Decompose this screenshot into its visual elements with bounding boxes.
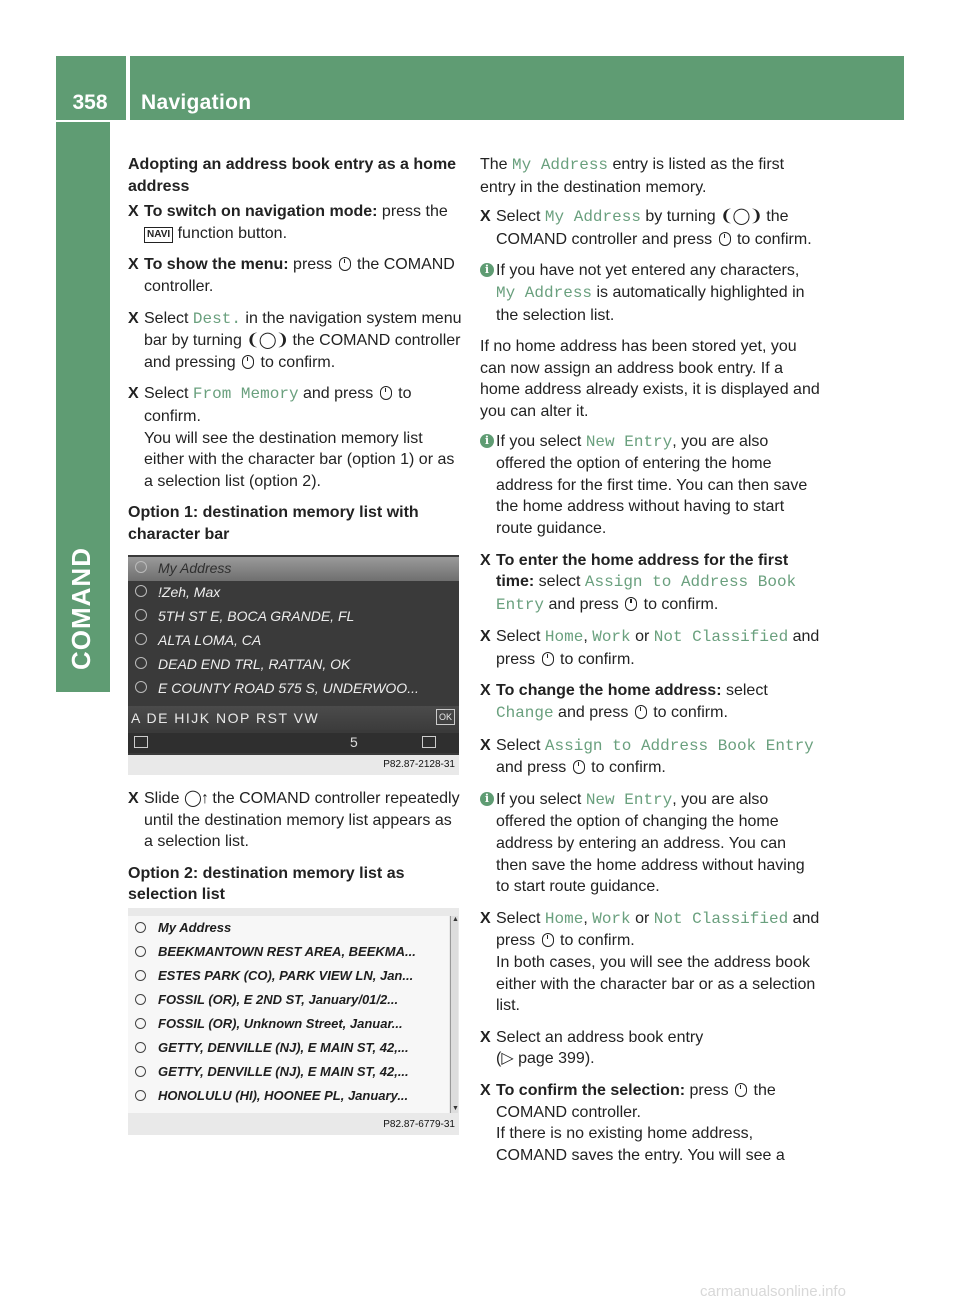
entry-count: 5 <box>350 734 358 750</box>
header-divider <box>126 56 130 120</box>
step-text: Select <box>144 385 193 403</box>
destination-icon <box>135 970 146 981</box>
list-icon <box>134 736 148 748</box>
press-controller-icon <box>735 1083 747 1097</box>
list-item-label: ALTA LOMA, CA <box>158 632 262 648</box>
menu-item-dest: Dest. <box>192 309 241 328</box>
step-text: to confirm. <box>555 932 635 950</box>
menu-item-new-entry: New Entry <box>585 790 673 809</box>
info-text: If you have not yet entered any characters, <box>496 262 800 280</box>
screenshot-selection-list <box>128 908 459 1135</box>
step-text: Select an address book entry <box>496 1028 704 1046</box>
step-text: and press <box>553 704 633 722</box>
step-result: If there is no existing home address, COMAND saves the entry. You will see a <box>496 1125 785 1164</box>
step-arrow-icon: X <box>480 551 491 569</box>
menu-item-assign: Assign to Address Book Entry <box>544 736 814 755</box>
menu-item-home: Home <box>544 909 584 928</box>
menu-item-my-address: My Address <box>512 156 609 174</box>
step-label: To switch on navigation mode: <box>144 203 378 221</box>
list-item-label: GETTY, DENVILLE (NJ), E MAIN ST, 42,... <box>158 1040 409 1055</box>
info-note <box>480 431 820 540</box>
step-select-assign <box>480 735 820 779</box>
list-item-label: !Zeh, Max <box>158 584 221 600</box>
step-text: to confirm. <box>144 385 412 425</box>
step-select-my-address <box>480 206 820 250</box>
menu-item-my-address: My Address <box>544 208 641 227</box>
press-controller-icon <box>380 386 392 400</box>
turn-controller-icon: ❨◯❩ <box>246 332 288 350</box>
step-text: to confirm. <box>586 759 666 777</box>
step-arrow-icon: X <box>480 736 491 754</box>
ok-key: OK <box>436 709 455 725</box>
list-item <box>128 677 459 701</box>
list-item-label: My Address <box>158 560 232 576</box>
step-arrow-icon: X <box>128 256 139 274</box>
figure-code <box>128 755 459 775</box>
list-item-label: FOSSIL (OR), E 2ND ST, January/01/2... <box>158 992 399 1007</box>
list-item-label: HONOLULU (HI), HOONEE PL, January... <box>158 1088 409 1103</box>
step-text: to confirm. <box>648 704 728 722</box>
list-item <box>128 653 459 677</box>
step-text: , <box>583 909 593 927</box>
step-text: Select <box>496 736 545 754</box>
destination-icon <box>135 633 147 645</box>
list-item-label: ESTES PARK (CO), PARK VIEW LN, Jan... <box>158 968 414 983</box>
step-arrow-icon: X <box>480 628 491 646</box>
watermark: carmanualsonline.info <box>700 1283 846 1300</box>
info-text: , you are also offered the option of changing the home address by entering an address. You can then save the home address without having to start route guidance. <box>496 790 805 896</box>
step-text: to confirm. <box>732 230 812 248</box>
step-text: and press <box>496 909 820 950</box>
selection-list <box>128 916 449 1113</box>
press-controller-icon <box>573 760 585 774</box>
info-text: If you select <box>496 790 586 808</box>
menu-item-not-classified: Not Classified <box>653 909 789 928</box>
list-item <box>128 629 459 653</box>
list-item <box>128 988 449 1012</box>
step-text: to confirm. <box>639 595 719 613</box>
step-text: the COMAND controller and press <box>496 208 789 248</box>
step-text: and press <box>544 595 624 613</box>
list-item-label: FOSSIL (OR), Unknown Street, Januar... <box>158 1016 403 1031</box>
slide-controller-icon: ◯↑ <box>184 790 208 807</box>
character-bar-letters: A DE HIJK NOP RST VW <box>131 710 320 726</box>
info-icon: i <box>480 263 494 277</box>
step-text: by turning <box>640 208 721 226</box>
step-text: or <box>630 628 654 646</box>
scroll-up-icon: ▲ <box>452 916 459 923</box>
info-text: If you select <box>496 432 586 450</box>
step-arrow-icon: X <box>480 1081 491 1099</box>
menu-item-from-memory: From Memory <box>192 385 299 404</box>
info-icon: i <box>480 434 494 448</box>
info-note <box>480 789 820 898</box>
step-text: Select <box>144 309 193 327</box>
step-select-category-2 <box>480 908 820 1017</box>
list-item <box>128 916 449 940</box>
step-select-from-memory <box>128 383 462 492</box>
character-bar <box>128 706 459 730</box>
screenshot-character-bar <box>128 555 459 775</box>
menu-item-new-entry: New Entry <box>585 432 673 451</box>
step-select-entry <box>480 1027 820 1070</box>
menu-item-change: Change <box>496 704 554 723</box>
figure-code-text: P82.87-6779-31 <box>383 1119 455 1130</box>
step-navigation-mode <box>128 201 462 244</box>
destination-icon <box>135 1090 146 1101</box>
list-item <box>128 557 459 581</box>
press-controller-icon <box>542 652 554 666</box>
destination-icon <box>135 609 147 621</box>
step-arrow-icon: X <box>480 682 491 700</box>
destination-icon <box>135 1066 146 1077</box>
info-note <box>480 260 820 326</box>
menu-item-work: Work <box>592 628 631 647</box>
step-text: Select <box>496 628 545 646</box>
step-change-home <box>480 680 820 724</box>
scrollbar <box>450 916 458 1113</box>
step-text: select <box>721 682 768 700</box>
destination-icon <box>135 585 147 597</box>
text: The <box>480 156 513 173</box>
step-text: in the navigation system menu bar by turning <box>144 309 462 350</box>
step-text: Select <box>496 909 545 927</box>
step-result: You will see the destination memory list either with the character bar (option 1) or as a selection list (option 2). <box>144 429 455 490</box>
paragraph-no-home: If no home address has been stored yet, you can now assign an address book entry. If a home address already exists, it is displayed and you can alter it. <box>480 338 820 420</box>
destination-icon <box>135 1018 146 1029</box>
list-item <box>128 1084 449 1108</box>
list-item <box>128 1060 449 1084</box>
destination-icon <box>135 994 146 1005</box>
step-text: , <box>583 628 593 646</box>
info-text: , you are also offered the option of entering the home address for the first time. You can then save the home address without having to start route guidance. <box>496 432 808 537</box>
turn-controller-icon: ❨◯❩ <box>720 208 762 226</box>
step-text: the COMAND controller and pressing <box>144 332 461 371</box>
step-arrow-icon: X <box>480 909 491 927</box>
step-text: and press <box>496 759 571 777</box>
heading-option1: Option 1: destination memory list with character bar <box>128 504 419 543</box>
scroll-down-icon: ▼ <box>452 1105 459 1112</box>
step-arrow-icon: X <box>128 790 139 807</box>
info-icon: i <box>480 792 494 806</box>
step-select-dest <box>128 308 462 374</box>
step-arrow-icon: X <box>128 309 139 327</box>
list-item <box>128 605 459 629</box>
list-item <box>128 940 449 964</box>
menu-item-my-address: My Address <box>496 283 593 302</box>
menu-item-home: Home <box>544 628 584 647</box>
paragraph-my-address <box>480 154 820 198</box>
section-title: Navigation <box>141 91 252 114</box>
heading-option2: Option 2: destination memory list as selection list <box>128 864 405 904</box>
step-text: the COMAND controller repeatedly until the destination memory list appears as a selection list. <box>144 790 460 851</box>
step-show-menu <box>128 254 462 297</box>
right-column <box>480 154 820 1176</box>
left-column-lower <box>128 788 462 910</box>
destination-icon <box>135 946 146 957</box>
step-text: function button. <box>173 224 288 242</box>
navi-key-icon: NAVI <box>144 227 173 243</box>
press-controller-icon <box>542 933 554 947</box>
step-text: Slide <box>144 790 185 807</box>
menu-item-assign: Assign to Address Book Entry <box>496 573 797 614</box>
page-number: 358 <box>72 91 108 114</box>
heading-adopt: Adopting an address book entry as a home address <box>128 156 457 195</box>
press-controller-icon <box>625 597 637 611</box>
list-item <box>128 964 449 988</box>
destination-icon <box>135 922 146 933</box>
step-arrow-icon: X <box>480 208 491 226</box>
page-reference: (▷ page 399). <box>496 1050 595 1068</box>
list-item-label: E COUNTY ROAD 575 S, UNDERWOO... <box>158 680 419 696</box>
status-bar <box>128 733 459 753</box>
destination-icon <box>135 561 147 573</box>
step-text: press <box>288 256 337 274</box>
step-arrow-icon: X <box>128 203 139 221</box>
step-arrow-icon: X <box>128 385 139 403</box>
options-icon <box>422 736 436 748</box>
step-label: To confirm the selection: <box>496 1081 686 1099</box>
destination-icon <box>135 1042 146 1053</box>
step-text: Select <box>496 208 545 226</box>
step-arrow-icon: X <box>480 1028 491 1046</box>
step-label: To change the home address: <box>496 682 722 700</box>
press-controller-icon <box>719 232 731 246</box>
step-result: In both cases, you will see the address book either with the character bar or as a selection list. <box>496 954 816 1015</box>
list-item <box>128 1012 449 1036</box>
step-confirm-selection <box>480 1080 820 1166</box>
step-text: and press <box>496 628 820 668</box>
destination-icon <box>135 681 147 693</box>
step-select-category <box>480 626 820 670</box>
step-label: To show the menu: <box>144 256 289 274</box>
figure-code <box>128 1115 459 1135</box>
menu-item-not-classified: Not Classified <box>653 628 789 647</box>
step-text: press <box>685 1081 734 1099</box>
step-text: the COMAND controller. <box>496 1081 776 1121</box>
list-item-label: My Address <box>158 920 232 935</box>
press-controller-icon <box>242 355 254 369</box>
menu-item-work: Work <box>592 909 631 928</box>
list-item-label: GETTY, DENVILLE (NJ), E MAIN ST, 42,... <box>158 1064 409 1079</box>
step-text: to confirm. <box>256 353 336 371</box>
destination-icon <box>135 657 147 669</box>
list-item <box>128 581 459 605</box>
left-column <box>128 154 462 550</box>
list-item-label: DEAD END TRL, RATTAN, OK <box>158 656 351 672</box>
step-label: To enter the home address for the first time: <box>496 551 789 591</box>
step-text: press the <box>377 203 448 221</box>
list-item <box>128 1036 449 1060</box>
step-enter-home <box>480 550 820 617</box>
side-label: COMAND <box>66 547 96 670</box>
step-text: select <box>534 573 585 591</box>
press-controller-icon <box>635 705 647 719</box>
info-text: is automatically highlighted in the selection list. <box>496 283 805 324</box>
step-text: or <box>630 909 654 927</box>
step-text: and press <box>298 385 378 403</box>
figure-code-text: P82.87-2128-31 <box>383 759 455 770</box>
step-text: the COMAND controller. <box>144 256 455 295</box>
press-controller-icon <box>339 257 351 271</box>
step-text: to confirm. <box>555 650 635 668</box>
list-item-label: 5TH ST E, BOCA GRANDE, FL <box>158 608 355 624</box>
text: entry is listed as the first entry in the destination memory. <box>480 156 785 196</box>
list-item-label: BEEKMANTOWN REST AREA, BEEKMA... <box>158 944 416 959</box>
step-slide <box>128 788 462 853</box>
